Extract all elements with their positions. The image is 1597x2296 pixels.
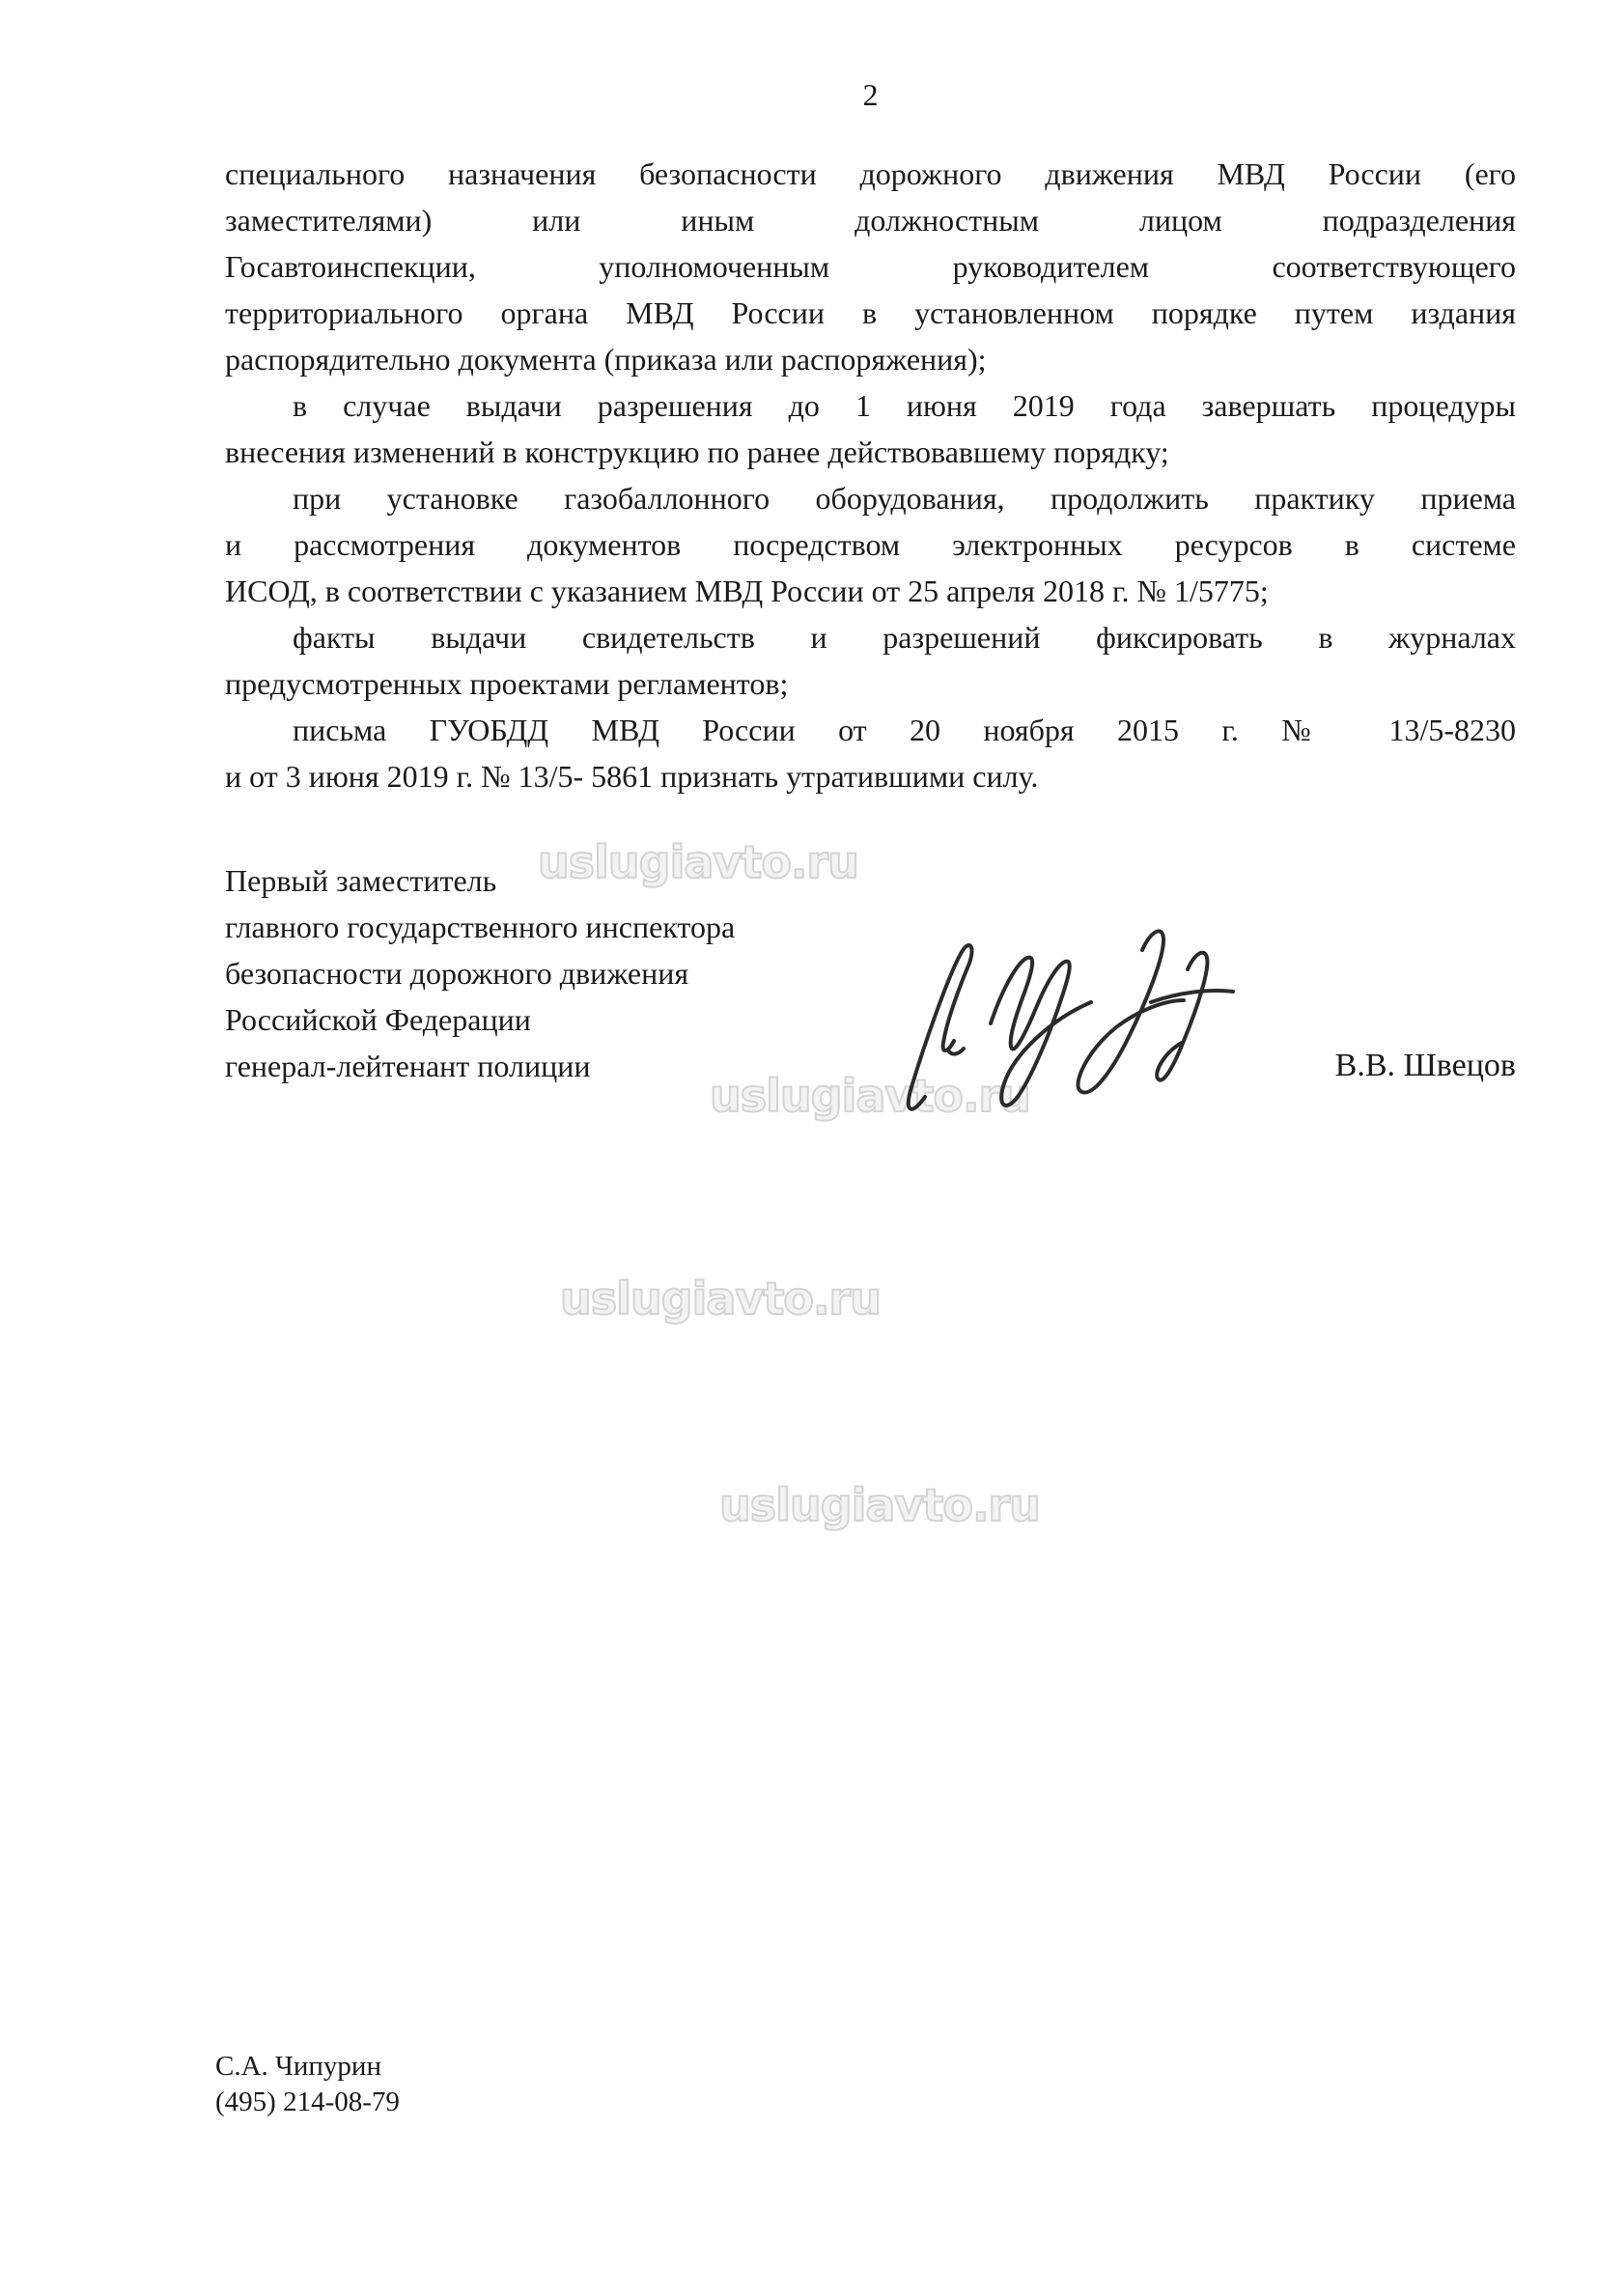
- signatory-title-line: Российской Федерации: [225, 1002, 531, 1037]
- body-text-line: заместителями) или иным должностным лицом подразделения: [225, 203, 1516, 238]
- signatory-title: [225, 857, 824, 1089]
- watermark-text: uslugiavto.ru: [710, 1070, 1030, 1122]
- body-text-line: в случае выдачи разрешения до 1 июня 2019 года завершать процедуры: [293, 388, 1516, 423]
- signatory-title-line: безопасности дорожного движения: [225, 956, 689, 991]
- signatory-title-line: Первый заместитель: [225, 863, 497, 898]
- body-text-line: распорядительно документа (приказа или распоряжения);: [225, 342, 987, 377]
- watermark-text: uslugiavto.ru: [538, 836, 858, 888]
- body-text-line: при установке газобаллонного оборудования, продолжить практику приема: [293, 481, 1516, 516]
- body-text-line: письма ГУОБДД МВД России от 20 ноября 2015 г. № 13/5-8230: [293, 713, 1516, 747]
- document-body: [225, 151, 1516, 799]
- signatory-title-line: генерал-лейтенант полиции: [225, 1049, 591, 1083]
- body-text-line: внесения изменений в конструкцию по ранее действовавшему порядку;: [225, 434, 1169, 469]
- body-text-line: факты выдачи свидетельств и разрешений фиксировать в журналах: [293, 620, 1516, 655]
- executor-contact: [215, 2049, 400, 2120]
- watermark-text: uslugiavto.ru: [560, 1273, 881, 1325]
- body-text-line: специального назначения безопасности дорожного движения МВД России (его: [225, 156, 1516, 191]
- executor-phone: (495) 214-08-79: [215, 2086, 400, 2117]
- body-text-line: и от 3 июня 2019 г. № 13/5- 5861 признать утратившими силу.: [225, 759, 1039, 794]
- signatory-name: В.В. Швецов: [1334, 1048, 1516, 1083]
- executor-name: С.А. Чипурин: [215, 2051, 381, 2082]
- signatory-title-line: главного государственного инспектора: [225, 910, 736, 944]
- body-text-line: территориального органа МВД России в установленном порядке путем издания: [225, 295, 1516, 330]
- page-number: 2: [862, 77, 879, 112]
- signature-handwritten: [898, 908, 1255, 1125]
- body-text-line: предусмотренных проектами регламентов;: [225, 666, 789, 701]
- body-text-line: ИСОД, в соответствии с указанием МВД России от 25 апреля 2018 г. № 1/5775;: [225, 574, 1269, 608]
- body-text-line: Госавтоинспекции, уполномоченным руководителем соответствующего: [225, 249, 1516, 284]
- watermark-text: uslugiavto.ru: [719, 1479, 1040, 1531]
- body-text-line: и рассмотрения документов посредством электронных ресурсов в системе: [225, 527, 1516, 562]
